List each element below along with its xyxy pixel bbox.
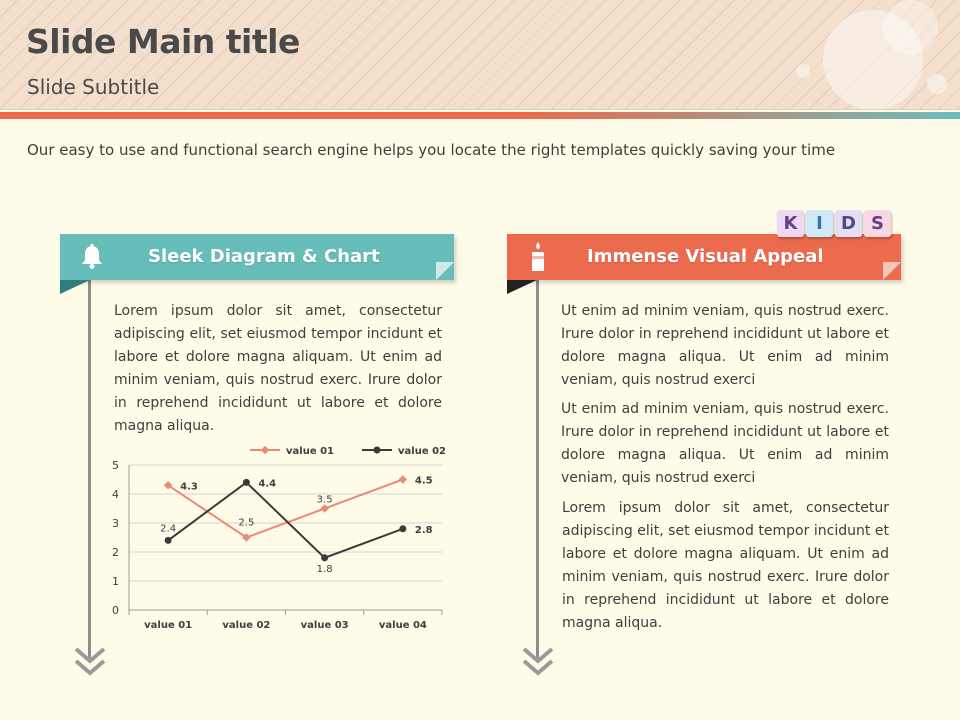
double-chevron-down-icon (521, 646, 555, 680)
legend-label: value 02 (398, 446, 446, 457)
right-paragraph-2: Ut enim ad minim veniam, quis nostrud exerc. Irure dolor in reprehend incididunt ut labore et dolore magna aliqua. Ut enim ad minim veniam, quis nostrud exerci (561, 401, 889, 486)
kids-block: D (835, 210, 862, 237)
data-point (320, 504, 328, 512)
data-label: 3.5 (316, 494, 333, 506)
y-tick-label: 3 (112, 517, 119, 530)
ribbon-corner (883, 262, 901, 280)
legend-marker (261, 446, 269, 454)
data-label: 2.8 (414, 524, 433, 536)
x-tick-label: value 01 (144, 620, 193, 631)
legend-label: value 01 (286, 446, 334, 457)
x-tick-label: value 03 (300, 620, 349, 631)
data-label: 2.5 (238, 517, 255, 529)
line-chart (100, 436, 450, 636)
left-paragraph: Lorem ipsum dolor sit amet, consectetur adipiscing elit, set eiusmod tempor incidunt et labore et dolore magna aliquam. Ut enim ad minim veniam, quis nostrud exerc. Irure dolor in reprehend incididunt ut labore et dolore magna aliqua. (114, 303, 442, 434)
data-label: 2.4 (160, 523, 177, 535)
page-subtitle: Slide Subtitle (27, 75, 160, 99)
kids-block: I (806, 210, 833, 237)
kids-block: K (777, 210, 804, 237)
data-label: 4.5 (414, 475, 433, 487)
right-paragraph-3: Lorem ipsum dolor sit amet, consectetur adipiscing elit, set eiusmod tempor incidunt et labore et dolore magna aliquam. Ut enim ad minim veniam, quis nostrud exerc. Irure dolor in reprehend incididunt ut labore et dolore magna aliqua. (562, 500, 889, 631)
y-tick-label: 2 (112, 546, 119, 559)
ribbon-fold (507, 280, 537, 294)
y-tick-label: 4 (112, 488, 119, 501)
y-tick-label: 5 (112, 459, 119, 472)
page-title: Slide Main title (26, 22, 300, 61)
data-label: 1.8 (316, 563, 333, 575)
candle-icon (527, 241, 549, 273)
data-point (165, 537, 172, 544)
decor-bubble (883, 0, 938, 55)
arrow-line-right (536, 280, 539, 658)
header-banner (0, 0, 960, 110)
ribbon-corner (436, 262, 454, 280)
decor-bubble (927, 74, 947, 94)
x-tick-label: value 04 (378, 620, 427, 631)
data-label: 4.4 (258, 478, 277, 490)
data-label: 4.3 (180, 481, 198, 493)
data-point (321, 554, 328, 561)
divider (0, 109, 960, 110)
ribbon-fold (60, 280, 90, 294)
data-point (399, 475, 407, 483)
ribbon-left-title: Sleek Diagram & Chart (148, 246, 380, 267)
right-paragraph-1: Ut enim ad minim veniam, quis nostrud exerc. Irure dolor in reprehend incididunt ut labore et dolore magna aliqua. Ut enim ad minim veniam, quis nostrud exerci (561, 303, 889, 388)
ribbon-right-title: Immense Visual Appeal (587, 246, 824, 267)
data-point (399, 525, 406, 532)
data-point (243, 479, 250, 486)
legend-marker (374, 447, 381, 454)
x-tick-label: value 02 (222, 620, 271, 631)
double-chevron-down-icon (73, 646, 107, 680)
bell-icon (78, 243, 106, 271)
kids-block: S (864, 210, 891, 237)
kids-blocks-image (777, 210, 893, 242)
arrow-line-left (88, 280, 91, 658)
series-line (168, 480, 403, 538)
y-tick-label: 1 (112, 575, 119, 588)
intro-text: Our easy to use and functional search engine helps you locate the right templates quickly saving your time (27, 141, 836, 159)
accent-divider (0, 112, 960, 119)
decor-bubble (796, 64, 810, 78)
y-tick-label: 0 (112, 604, 119, 617)
ribbon-left (60, 234, 454, 280)
